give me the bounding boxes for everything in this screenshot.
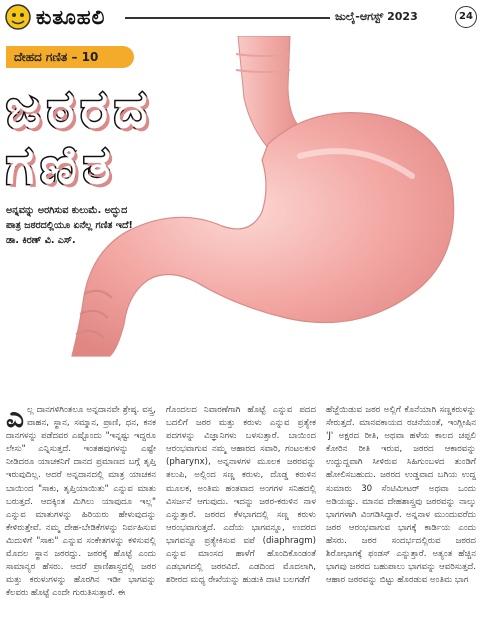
logo-emblem-icon bbox=[4, 4, 32, 30]
body-column-3: ಹೆಜ್ಜೆಯಿಡುವ ಜಠರ ಅಲ್ಲಿಗೆ ಕೊನೆಯಾಗಿ ಸಣ್ಣಕರುಳನ್ನು ಸೇರುತ್ತದೆ. ಮಾನವಕಾಯದ ರಚನೆಯಂತೆ, ಇಂಗ್ಲೀಷಿನ 'J' ಅಕ್ಷರದ ರೀತಿ, ಅಥವಾ ಹಳೆಯ ಕಾಲದ ಚಪ್ಪಲಿ ಕೋರಿನ ರೀತಿ ಇರುವ, ಜಠರದ ಆಕಾರವನ್ನು ಉದ್ದುದ್ದವಾಗಿ ಸೀಳಿರುವ ಸಿಹಿಗುಂಬಳದ ತುಂಡಿಗೆ ಹೋಲಿಸಬಹುದು. ಜಠರದ ಉಡ್ಡವಾದ ಬಗಿಯ ಉದ್ದ ಸುಮಾರು 30 ಸೆಂಟಿಮೀಟರ್ ಅಥವಾ ಒಂದು ಅಡಿಯಷ್ಟು. ಮಾನವ ದೇಹಶಾಸ್ತ್ರವು ಜಠರವನ್ನು ನಾಲ್ಕು ಭಾಗಗಳಾಗಿ ವಿಂಗಡಿಸಿದ್ದಾರೆ. ಅನ್ನನಾಳ ಮುಂದುವರೆದು ಜಠರ ಆರಂಭವಾಗುವ ಭಾಗಕ್ಕೆ ಕಾರ್ಡಿಯ ಎಂದು ಹೆಸರು. ಜಠರ ಸಂದರ್ಭದಲ್ಲಿರುವ ಜಠರದ ಶಿರೋಭಾಗಕ್ಕೆ ಫಂಡಸ್ ಎನ್ನುತ್ತಾರೆ. ಅತ್ಯಂತ ಹೆಚ್ಚಿನ ಭಾಗವು ಜಠರದ ಬಹುಪಾಲು ಭಾಗವನ್ನು ಆವರಿಸುತ್ತದೆ. ಆಹಾರ ಜಠರವನ್ನು ಬಿಟ್ಟು ಹೊರಡುವ ಅಂತಿಮ ಭಾಗ bbox=[326, 405, 476, 586]
magazine-logo[interactable] bbox=[4, 3, 122, 31]
issue-date: ಜುಲೈ-ಆಗಸ್ಟ್ 2023 bbox=[335, 10, 418, 23]
intro-line-1: ಅನ್ನವನ್ನು ಅರಗಿಸುವ ಕುಲುಮೆ. ಅದ್ಭುದ bbox=[6, 205, 128, 216]
article-title-line1: ಜಠರದ bbox=[6, 80, 154, 140]
article-title-line2: ಗಣಿತ bbox=[6, 136, 117, 196]
body-column-2: ಗೊಂದಲದ ನಿವಾರಣೆಗಾಗಿ ಹೊಟ್ಟೆ ಎನ್ನುವ ಪದದ ಬದಲಿಗೆ ಜಠರ ಮತ್ತು ಕರುಳು ಎನ್ನುವ ಪ್ರತ್ಯೇಕ ಪದಗಳನ್ನು ವಿಜ್ಞಾನಿಗಳು ಬಳಸುತ್ತಾರೆ. ಬಾಯಿಂದ ಆರಂಭವಾಗುವ ನಮ್ಮ ಆಹಾರದ ಸವಾರಿ, ಗಂಟಲಕುಳಿ (pharynx), ಅನ್ನನಾಳಗಳ ಮೂಲಕ ಜಠರವನ್ನು ತಲುಪಿ, ಅಲ್ಲಿಂದ ಸಣ್ಣ ಕರುಳು, ದೊಡ್ಡ ಕರುಳಿನ ಮೂಲಕ, ಅಂತಿಮ ಹಂತವಾದ ಅಂಗಗಳ ಸನಿಹದಲ್ಲಿ ವಿಸರ್ಜನೆ ಆಗುವುದು. ಇದನ್ನು ಜಠರ-ಕರುಳಿನ ನಾಳ ಎನ್ನುತ್ತಾರೆ. ಜಠರದ ಕೆಳಭಾಗದಲ್ಲಿ ಸಣ್ಣ ಕರುಳು ಆರಂಭವಾಗುತ್ತದೆ. ಎದೆಯ ಭಾಗವನ್ನೂ, ಉದರದ ಭಾಗವನ್ನೂ ಪ್ರತ್ಯೇಕಿಸುವ ವಪೆ (diaphragm) ಎನ್ನುವ ಮಾಂಸದ ಹಾಳೆಗೆ ಹೊಂದಿಕೊಂಡಂತೆ ಎಡಭಾಗದಲ್ಲಿ ಜಠರವಿದೆ. ಎಡದಿಂದ ಮೊದಲಾಗಿ, ಶರೀರದ ಮಧ್ಯ ರೇಖೆಯನ್ನು ಹುಡುಕಿ ದಾಟಿ ಬಲಗಡೆಗೆ bbox=[166, 405, 316, 586]
series-label: ದೇಹದ ಗಣಿತ – 10 bbox=[14, 50, 99, 64]
drop-cap: ಎ bbox=[6, 404, 24, 434]
body-column-1 bbox=[6, 404, 156, 640]
article-intro bbox=[6, 203, 246, 248]
column-1-text: ಲ್ಲ ದಾನಗಳಿಗಿಂತಲೂ ಅನ್ನದಾನವೇ ಶ್ರೇಷ್ಠ. ವಸ್ತ್ರ, ವಾಹನ, ಸ್ಥಾನ, ಸಮ್ಮಾನ, ಪ್ರಾಣಿ, ಧನ, ಕನಕ ದಾನಗಳನ್ನು ಪಡೆದವರ ಎಷ್ಟೊಂದು "ಇನ್ನಷ್ಟು ಇದ್ದರೂ ಲೇಸು" ಎನ್ನಿಸುತ್ತದೆ. ಇಂತಹವುಗಳನ್ನು ಎಷ್ಟೇ ನೀಡಿದರೂ ಯಾಚಕನಿಗೆ ದಾನದ ಪ್ರಮಾಣದ ಬಗ್ಗೆ ತೃಪ್ತಿ ಇರುವುದಿಲ್ಲ. ಆದರೆ ಅನ್ನದಾನದಲ್ಲಿ ಮಾತ್ರ ಯಾಚಕನ ಬಾಯಿಂದ "ಸಾಕು, ತೃಪ್ತಿಯಾಯಿತು" ಎನ್ನುವ ಮಾತು ಬರುತ್ತದೆ. ಆದಕ್ಕಿಂತ ಮಿಗಿಲು ಯಾವುದೂ ಇಲ್ಲ" ಎನ್ನುವ ಮಾತುಗಳನ್ನು ಹಿರಿಯರು ಹೇಳುವುದನ್ನು ಕೇಳಿರುತ್ತೇವೆ. ನಮ್ಮ ದೇಹ-ಬೇಡಿಕೆಗಳನ್ನು ನಿರ್ವಹಿಸುವ ಮಿದುಳಿಗೆ "ಸಾಕು" ಎನ್ನುವ ಸಂಕೇತಗಳನ್ನು ಕಳಿಸುವಲ್ಲಿ ಮೊದಲ ಸ್ಥಾನ ಜಠರದ್ದು. ಜಠರಕ್ಕೆ ಹೊಟ್ಟೆ ಎಂದು ಸಾಮಾನ್ಯರ ಹೆಸರು. ಆದರೆ ಪ್ರಾಣಿಶಾಸ್ತ್ರದಲ್ಲಿ ಜಠರ ಮತ್ತು ಕರುಳುಗಳನ್ನು ಹೊರಗಿನ ಇಡೀ ಭಾಗವನ್ನು ಕೆಲವರು ಹೊಟ್ಟೆ ಎಂದೇ ಗುರುತಿಸುತ್ತಾರೆ. ಈ bbox=[6, 405, 156, 599]
masthead bbox=[0, 0, 482, 36]
header-rule bbox=[125, 17, 330, 19]
page-number: 24 bbox=[455, 6, 477, 28]
author-byline: ಡಾ. ಕಿರಣ್ ವಿ. ಎಸ್. bbox=[6, 235, 76, 246]
logo-text: ಕುತೂಹಲಿ bbox=[36, 5, 106, 29]
series-label-banner bbox=[6, 46, 134, 68]
intro-line-2: ಪಾತ್ರ ಜಠರದಲ್ಲಿಯೂ ಏನೆಲ್ಲ ಗಣಿತ ಇದೆ! bbox=[6, 220, 133, 231]
article-body bbox=[6, 404, 476, 640]
